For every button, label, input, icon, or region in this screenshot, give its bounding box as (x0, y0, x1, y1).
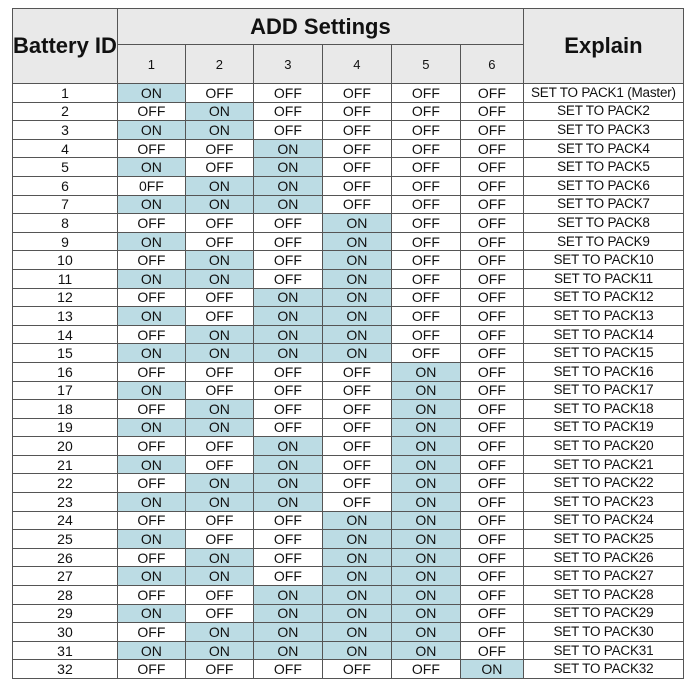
switch-1-cell: ON (117, 641, 185, 660)
switch-1-cell: ON (117, 195, 185, 214)
switch-3-cell: ON (253, 307, 322, 326)
switch-6-cell: OFF (460, 641, 523, 660)
switch-4-cell: OFF (322, 102, 391, 121)
switch-3-cell: OFF (253, 232, 322, 251)
switch-2-cell: ON (185, 548, 253, 567)
table-row (13, 307, 684, 326)
switch-5-cell: OFF (391, 232, 460, 251)
explain-cell: SET TO PACK22 (523, 474, 683, 493)
switch-6-cell: OFF (460, 400, 523, 419)
switch-6-cell: OFF (460, 381, 523, 400)
explain-cell: SET TO PACK1 (Master) (523, 84, 683, 103)
switch-2-cell: OFF (185, 84, 253, 103)
switch-1-cell: OFF (117, 102, 185, 121)
switch-2-cell: ON (185, 195, 253, 214)
switch-1-cell: ON (117, 121, 185, 140)
table-row (13, 214, 684, 233)
switch-3-cell: ON (253, 641, 322, 660)
explain-cell: SET TO PACK14 (523, 325, 683, 344)
switch-6-cell: OFF (460, 158, 523, 177)
switch-3-cell: OFF (253, 567, 322, 586)
switch-1-cell: ON (117, 307, 185, 326)
switch-6-cell: OFF (460, 121, 523, 140)
explain-cell: SET TO PACK23 (523, 493, 683, 512)
table-row (13, 567, 684, 586)
switch-1-cell: OFF (117, 251, 185, 270)
switch-1-cell: OFF (117, 586, 185, 605)
switch-4-cell: ON (322, 548, 391, 567)
switch-4-cell: OFF (322, 474, 391, 493)
switch-5-cell: OFF (391, 121, 460, 140)
table-row (13, 288, 684, 307)
table-row (13, 325, 684, 344)
explain-cell: SET TO PACK8 (523, 214, 683, 233)
battery-id-cell: 5 (13, 158, 118, 177)
switch-1-cell: 0FF (117, 176, 185, 195)
switch-6-cell: OFF (460, 474, 523, 493)
switch-1-cell: OFF (117, 437, 185, 456)
switch-2-cell: OFF (185, 604, 253, 623)
explain-cell: SET TO PACK21 (523, 455, 683, 474)
table-row (13, 474, 684, 493)
switch-6-cell: OFF (460, 362, 523, 381)
explain-cell: SET TO PACK26 (523, 548, 683, 567)
switch-2-cell: ON (185, 567, 253, 586)
battery-id-cell: 28 (13, 586, 118, 605)
battery-id-cell: 26 (13, 548, 118, 567)
switch-5-cell: OFF (391, 158, 460, 177)
switch-3-cell: ON (253, 139, 322, 158)
battery-id-cell: 13 (13, 307, 118, 326)
switch-3-cell: ON (253, 437, 322, 456)
explain-cell: SET TO PACK32 (523, 660, 683, 679)
switch-5-cell: OFF (391, 195, 460, 214)
table-row (13, 102, 684, 121)
switch-5-cell: OFF (391, 84, 460, 103)
switch-1-cell: OFF (117, 288, 185, 307)
table-row (13, 195, 684, 214)
switch-5-cell: ON (391, 511, 460, 530)
switch-1-cell: OFF (117, 400, 185, 419)
battery-id-cell: 30 (13, 623, 118, 642)
switch-2-cell: ON (185, 474, 253, 493)
switch-2-cell: OFF (185, 511, 253, 530)
switch-2-cell: ON (185, 418, 253, 437)
switch-2-cell: ON (185, 641, 253, 660)
switch-2-cell: OFF (185, 660, 253, 679)
table-row (13, 269, 684, 288)
switch-4-cell: OFF (322, 139, 391, 158)
switch-5-cell: ON (391, 493, 460, 512)
switch-4-header: 4 (322, 45, 391, 84)
switch-6-cell: OFF (460, 344, 523, 363)
switch-1-cell: ON (117, 530, 185, 549)
switch-3-cell: OFF (253, 362, 322, 381)
switch-4-cell: ON (322, 307, 391, 326)
battery-id-cell: 1 (13, 84, 118, 103)
battery-id-cell: 20 (13, 437, 118, 456)
switch-6-cell: OFF (460, 288, 523, 307)
battery-id-cell: 18 (13, 400, 118, 419)
switch-1-cell: ON (117, 567, 185, 586)
switch-3-cell: ON (253, 344, 322, 363)
switch-6-cell: OFF (460, 102, 523, 121)
explain-cell: SET TO PACK27 (523, 567, 683, 586)
switch-5-cell: ON (391, 474, 460, 493)
explain-cell: SET TO PACK6 (523, 176, 683, 195)
switch-1-cell: ON (117, 455, 185, 474)
switch-1-cell: ON (117, 84, 185, 103)
switch-3-cell: OFF (253, 214, 322, 233)
switch-2-cell: ON (185, 269, 253, 288)
switch-3-cell: ON (253, 474, 322, 493)
switch-6-cell: OFF (460, 214, 523, 233)
table-row (13, 176, 684, 195)
switch-2-cell: ON (185, 251, 253, 270)
switch-5-cell: ON (391, 586, 460, 605)
explain-cell: SET TO PACK25 (523, 530, 683, 549)
battery-id-cell: 8 (13, 214, 118, 233)
explain-cell: SET TO PACK11 (523, 269, 683, 288)
switch-2-cell: OFF (185, 307, 253, 326)
switch-2-cell: ON (185, 121, 253, 140)
switch-2-cell: OFF (185, 232, 253, 251)
table-row (13, 400, 684, 419)
switch-2-cell: OFF (185, 586, 253, 605)
switch-5-cell: OFF (391, 251, 460, 270)
switch-6-cell: OFF (460, 604, 523, 623)
switch-1-cell: ON (117, 269, 185, 288)
table-row (13, 530, 684, 549)
switch-5-cell: OFF (391, 344, 460, 363)
switch-5-cell: ON (391, 362, 460, 381)
battery-id-cell: 4 (13, 139, 118, 158)
table-row (13, 84, 684, 103)
switch-1-cell: OFF (117, 660, 185, 679)
switch-4-cell: OFF (322, 418, 391, 437)
battery-id-cell: 3 (13, 121, 118, 140)
table-row (13, 344, 684, 363)
switch-5-cell: OFF (391, 176, 460, 195)
explain-cell: SET TO PACK13 (523, 307, 683, 326)
switch-4-cell: OFF (322, 493, 391, 512)
switch-6-cell: OFF (460, 567, 523, 586)
switch-2-cell: OFF (185, 530, 253, 549)
switch-1-cell: ON (117, 381, 185, 400)
table-row (13, 586, 684, 605)
switch-4-cell: OFF (322, 455, 391, 474)
switch-2-cell: ON (185, 344, 253, 363)
add-settings-table (12, 8, 684, 679)
switch-2-cell: OFF (185, 362, 253, 381)
battery-id-cell: 11 (13, 269, 118, 288)
switch-4-cell: OFF (322, 660, 391, 679)
explain-cell: SET TO PACK24 (523, 511, 683, 530)
battery-id-cell: 10 (13, 251, 118, 270)
switch-5-header: 5 (391, 45, 460, 84)
switch-5-cell: OFF (391, 102, 460, 121)
switch-5-cell: OFF (391, 288, 460, 307)
switch-5-cell: ON (391, 548, 460, 567)
switch-3-cell: OFF (253, 269, 322, 288)
explain-header: Explain (523, 9, 683, 84)
switch-4-cell: ON (322, 641, 391, 660)
table-row (13, 493, 684, 512)
switch-5-cell: ON (391, 567, 460, 586)
battery-id-cell: 23 (13, 493, 118, 512)
table-row (13, 418, 684, 437)
switch-2-cell: OFF (185, 139, 253, 158)
switch-3-cell: ON (253, 604, 322, 623)
battery-id-cell: 27 (13, 567, 118, 586)
switch-1-cell: OFF (117, 548, 185, 567)
table-row (13, 548, 684, 567)
explain-cell: SET TO PACK29 (523, 604, 683, 623)
table-row (13, 511, 684, 530)
switch-6-cell: OFF (460, 493, 523, 512)
battery-id-cell: 32 (13, 660, 118, 679)
switch-2-cell: OFF (185, 288, 253, 307)
switch-3-cell: OFF (253, 121, 322, 140)
switch-6-cell: OFF (460, 176, 523, 195)
switch-3-cell: ON (253, 176, 322, 195)
switch-6-cell: OFF (460, 325, 523, 344)
switch-3-cell: OFF (253, 381, 322, 400)
switch-4-cell: ON (322, 214, 391, 233)
table-row (13, 139, 684, 158)
switch-3-cell: ON (253, 586, 322, 605)
battery-id-cell: 24 (13, 511, 118, 530)
table-row (13, 437, 684, 456)
switch-6-cell: OFF (460, 455, 523, 474)
switch-5-cell: OFF (391, 660, 460, 679)
switch-4-cell: OFF (322, 437, 391, 456)
switch-3-cell: ON (253, 158, 322, 177)
switch-4-cell: ON (322, 325, 391, 344)
switch-6-cell: ON (460, 660, 523, 679)
switch-4-cell: ON (322, 530, 391, 549)
table-row (13, 121, 684, 140)
switch-2-cell: ON (185, 325, 253, 344)
battery-id-cell: 25 (13, 530, 118, 549)
table-row (13, 623, 684, 642)
switch-5-cell: OFF (391, 269, 460, 288)
explain-cell: SET TO PACK19 (523, 418, 683, 437)
battery-id-cell: 9 (13, 232, 118, 251)
switch-4-cell: ON (322, 511, 391, 530)
table-row (13, 660, 684, 679)
switch-6-cell: OFF (460, 195, 523, 214)
table-body (13, 84, 684, 679)
switch-4-cell: OFF (322, 381, 391, 400)
switch-6-header: 6 (460, 45, 523, 84)
switch-3-cell: ON (253, 288, 322, 307)
table-row (13, 251, 684, 270)
switch-3-cell: ON (253, 195, 322, 214)
switch-1-cell: ON (117, 158, 185, 177)
switch-6-cell: OFF (460, 251, 523, 270)
battery-id-cell: 14 (13, 325, 118, 344)
switch-4-cell: ON (322, 604, 391, 623)
switch-3-cell: ON (253, 493, 322, 512)
add-settings-header: ADD Settings (117, 9, 523, 45)
switch-6-cell: OFF (460, 437, 523, 456)
explain-cell: SET TO PACK20 (523, 437, 683, 456)
explain-cell: SET TO PACK2 (523, 102, 683, 121)
switch-4-cell: OFF (322, 84, 391, 103)
switch-3-cell: OFF (253, 660, 322, 679)
switch-5-cell: OFF (391, 307, 460, 326)
switch-4-cell: OFF (322, 195, 391, 214)
switch-2-cell: ON (185, 102, 253, 121)
switch-5-cell: OFF (391, 214, 460, 233)
switch-5-cell: ON (391, 418, 460, 437)
explain-cell: SET TO PACK16 (523, 362, 683, 381)
switch-3-cell: ON (253, 325, 322, 344)
switch-6-cell: OFF (460, 418, 523, 437)
switch-2-cell: ON (185, 493, 253, 512)
battery-id-cell: 7 (13, 195, 118, 214)
switch-4-cell: OFF (322, 362, 391, 381)
switch-5-cell: ON (391, 604, 460, 623)
switch-5-cell: ON (391, 530, 460, 549)
switch-5-cell: OFF (391, 325, 460, 344)
switch-1-cell: ON (117, 344, 185, 363)
table-row (13, 381, 684, 400)
switch-6-cell: OFF (460, 511, 523, 530)
switch-2-cell: ON (185, 623, 253, 642)
switch-4-cell: ON (322, 269, 391, 288)
battery-id-header: Battery ID (13, 9, 118, 84)
battery-id-cell: 22 (13, 474, 118, 493)
table-row (13, 641, 684, 660)
switch-2-cell: OFF (185, 381, 253, 400)
switch-2-cell: OFF (185, 437, 253, 456)
switch-1-header: 1 (117, 45, 185, 84)
switch-2-cell: ON (185, 400, 253, 419)
battery-id-cell: 2 (13, 102, 118, 121)
explain-cell: SET TO PACK15 (523, 344, 683, 363)
explain-cell: SET TO PACK18 (523, 400, 683, 419)
switch-1-cell: ON (117, 418, 185, 437)
table-row (13, 232, 684, 251)
switch-1-cell: ON (117, 493, 185, 512)
switch-6-cell: OFF (460, 623, 523, 642)
switch-4-cell: ON (322, 344, 391, 363)
switch-3-cell: OFF (253, 102, 322, 121)
battery-id-cell: 15 (13, 344, 118, 363)
table-row (13, 455, 684, 474)
switch-2-cell: OFF (185, 158, 253, 177)
switch-1-cell: OFF (117, 139, 185, 158)
switch-1-cell: OFF (117, 362, 185, 381)
switch-4-cell: OFF (322, 158, 391, 177)
switch-5-cell: OFF (391, 139, 460, 158)
switch-3-cell: OFF (253, 418, 322, 437)
switch-6-cell: OFF (460, 232, 523, 251)
switch-2-cell: OFF (185, 214, 253, 233)
switch-1-cell: OFF (117, 474, 185, 493)
switch-1-cell: OFF (117, 214, 185, 233)
battery-id-cell: 31 (13, 641, 118, 660)
battery-id-cell: 19 (13, 418, 118, 437)
switch-3-cell: OFF (253, 251, 322, 270)
explain-cell: SET TO PACK31 (523, 641, 683, 660)
switch-3-cell: OFF (253, 511, 322, 530)
switch-4-cell: ON (322, 232, 391, 251)
switch-4-cell: ON (322, 586, 391, 605)
switch-3-cell: OFF (253, 548, 322, 567)
explain-cell: SET TO PACK4 (523, 139, 683, 158)
switch-4-cell: ON (322, 623, 391, 642)
switch-1-cell: OFF (117, 511, 185, 530)
battery-id-cell: 6 (13, 176, 118, 195)
explain-cell: SET TO PACK17 (523, 381, 683, 400)
switch-5-cell: ON (391, 400, 460, 419)
switch-4-cell: ON (322, 288, 391, 307)
switch-1-cell: ON (117, 604, 185, 623)
switch-5-cell: ON (391, 641, 460, 660)
switch-4-cell: ON (322, 251, 391, 270)
switch-2-header: 2 (185, 45, 253, 84)
switch-6-cell: OFF (460, 586, 523, 605)
battery-id-cell: 17 (13, 381, 118, 400)
switch-5-cell: ON (391, 381, 460, 400)
switch-6-cell: OFF (460, 84, 523, 103)
battery-id-cell: 21 (13, 455, 118, 474)
explain-cell: SET TO PACK3 (523, 121, 683, 140)
switch-5-cell: ON (391, 623, 460, 642)
table-row (13, 362, 684, 381)
switch-6-cell: OFF (460, 269, 523, 288)
switch-2-cell: OFF (185, 455, 253, 474)
table-row (13, 604, 684, 623)
explain-cell: SET TO PACK30 (523, 623, 683, 642)
battery-id-cell: 16 (13, 362, 118, 381)
switch-1-cell: OFF (117, 623, 185, 642)
switch-6-cell: OFF (460, 139, 523, 158)
switch-6-cell: OFF (460, 530, 523, 549)
switch-4-cell: ON (322, 567, 391, 586)
explain-cell: SET TO PACK28 (523, 586, 683, 605)
switch-6-cell: OFF (460, 307, 523, 326)
switch-4-cell: OFF (322, 400, 391, 419)
switch-5-cell: ON (391, 437, 460, 456)
switch-5-cell: ON (391, 455, 460, 474)
battery-id-cell: 12 (13, 288, 118, 307)
explain-cell: SET TO PACK7 (523, 195, 683, 214)
explain-cell: SET TO PACK12 (523, 288, 683, 307)
switch-3-cell: ON (253, 623, 322, 642)
switch-1-cell: ON (117, 232, 185, 251)
switch-1-cell: OFF (117, 325, 185, 344)
battery-id-cell: 29 (13, 604, 118, 623)
switch-3-header: 3 (253, 45, 322, 84)
switch-4-cell: OFF (322, 176, 391, 195)
table-row (13, 158, 684, 177)
explain-cell: SET TO PACK9 (523, 232, 683, 251)
switch-3-cell: OFF (253, 530, 322, 549)
explain-cell: SET TO PACK10 (523, 251, 683, 270)
switch-3-cell: OFF (253, 84, 322, 103)
switch-2-cell: ON (185, 176, 253, 195)
switch-3-cell: OFF (253, 400, 322, 419)
switch-6-cell: OFF (460, 548, 523, 567)
explain-cell: SET TO PACK5 (523, 158, 683, 177)
switch-4-cell: OFF (322, 121, 391, 140)
switch-3-cell: ON (253, 455, 322, 474)
